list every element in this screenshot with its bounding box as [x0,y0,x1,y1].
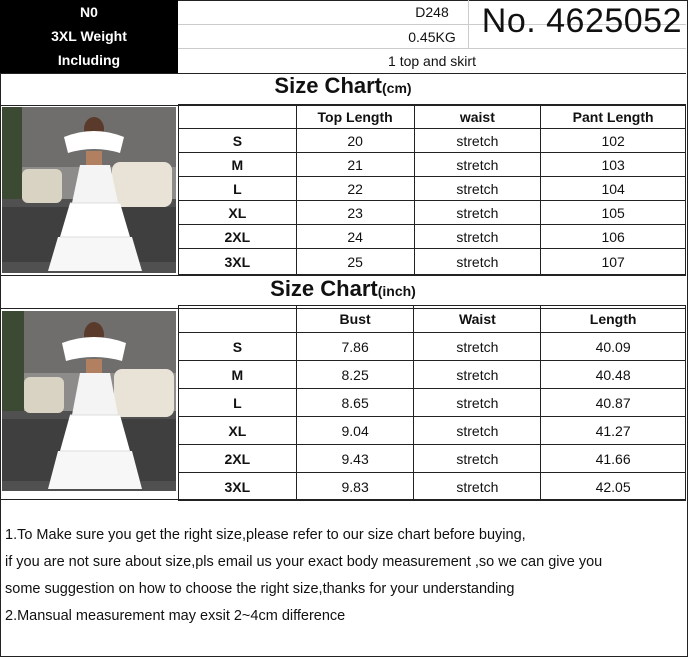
table-cell: 102 [541,129,686,153]
table-cell: 24 [296,225,414,249]
table-cell: 21 [296,153,414,177]
table-cell: 20 [296,129,414,153]
table-cell: 42.05 [541,473,686,501]
size-chart-cm-heading: Size Chart [274,73,383,98]
table-cell: 106 [541,225,686,249]
table-header-cell: Length [541,306,686,333]
table-cell: 40.87 [541,389,686,417]
size-cell: M [179,153,297,177]
size-notes [5,522,685,630]
table-cell: stretch [414,201,541,225]
header-label-block [0,0,178,73]
size-chart-inch-unit: (inch) [377,283,416,299]
table-row [179,445,686,473]
table-header-cell: Bust [296,306,414,333]
table-row [179,417,686,445]
table-cell: stretch [414,225,541,249]
table-cell: 23 [296,201,414,225]
table-row [179,473,686,501]
header [0,0,686,74]
size-chart-inch-title [0,275,686,309]
header-label-no: N0 [80,4,98,20]
table-row [179,225,686,249]
table-cell: stretch [414,417,541,445]
table-header-cell [179,105,297,129]
product-number: No. 4625052 [481,2,682,40]
size-cell: L [179,389,297,417]
table-row [179,153,686,177]
product-weight: 0.45KG [408,29,456,45]
table-cell: 9.83 [296,473,414,501]
table-cell: 107 [541,249,686,275]
table-header-cell: waist [414,105,541,129]
size-cell: 3XL [179,473,297,501]
product-photo-2-image [2,311,176,491]
table-cell: 105 [541,201,686,225]
header-including-row [178,48,686,74]
note-line: 2.Mansual measurement may exsit 2~4cm difference [5,608,346,624]
table-cell: stretch [414,249,541,275]
note-line: 1.To Make sure you get the right size,please refer to our size chart before buying, [5,527,526,543]
size-cell: XL [179,201,297,225]
product-photo-1-image [2,107,176,273]
size-cell: S [179,333,297,361]
table-cell: stretch [414,361,541,389]
size-cell: 2XL [179,225,297,249]
size-cell: 3XL [179,249,297,275]
table-cell: stretch [414,473,541,501]
header-label-weight: 3XL Weight [51,28,127,44]
note-line: if you are not sure about size,pls email us your exact body measurement ,so we can give you [5,554,603,570]
size-chart-cm-title [0,73,686,106]
table-cell: stretch [414,129,541,153]
table-header-cell: Pant Length [541,105,686,129]
notes-divider [0,499,686,500]
table-cell: 104 [541,177,686,201]
table-header-cell [179,306,297,333]
note-line: some suggestion on how to choose the right size,thanks for your understanding [5,581,515,597]
size-table-inch [178,305,686,501]
table-cell: stretch [414,333,541,361]
product-photo-2 [2,311,176,491]
size-cell: 2XL [179,445,297,473]
table-cell: 41.27 [541,417,686,445]
table-header-row [179,105,686,129]
table-cell: stretch [414,153,541,177]
table-cell: 22 [296,177,414,201]
table-cell: 7.86 [296,333,414,361]
size-cell: XL [179,417,297,445]
table-cell: 40.09 [541,333,686,361]
table-cell: 9.04 [296,417,414,445]
size-cell: S [179,129,297,153]
size-cell: L [179,177,297,201]
header-divider [468,0,469,48]
table-row [179,361,686,389]
header-label-including: Including [57,52,121,68]
table-row [179,333,686,361]
table-cell: 40.48 [541,361,686,389]
size-cell: M [179,361,297,389]
product-photo-1 [2,107,176,273]
table-row [179,389,686,417]
table-header-cell: Top Length [296,105,414,129]
table-row [179,201,686,225]
table-cell: 9.43 [296,445,414,473]
table-header-cell: Waist [414,306,541,333]
table-row [179,177,686,201]
table-cell: stretch [414,445,541,473]
table-cell: 41.66 [541,445,686,473]
table-cell: 25 [296,249,414,275]
product-code: D248 [415,4,449,20]
size-chart-cm-unit: (cm) [382,80,412,96]
table-cell: stretch [414,177,541,201]
product-including: 1 top and skirt [388,53,476,69]
table-cell: 103 [541,153,686,177]
table-row [179,249,686,275]
header-values [178,0,686,73]
table-cell: stretch [414,389,541,417]
table-row [179,129,686,153]
size-table-cm [178,104,686,275]
table-cell: 8.65 [296,389,414,417]
size-chart-inch-heading: Size Chart [270,276,378,301]
table-cell: 8.25 [296,361,414,389]
table-header-row [179,306,686,333]
